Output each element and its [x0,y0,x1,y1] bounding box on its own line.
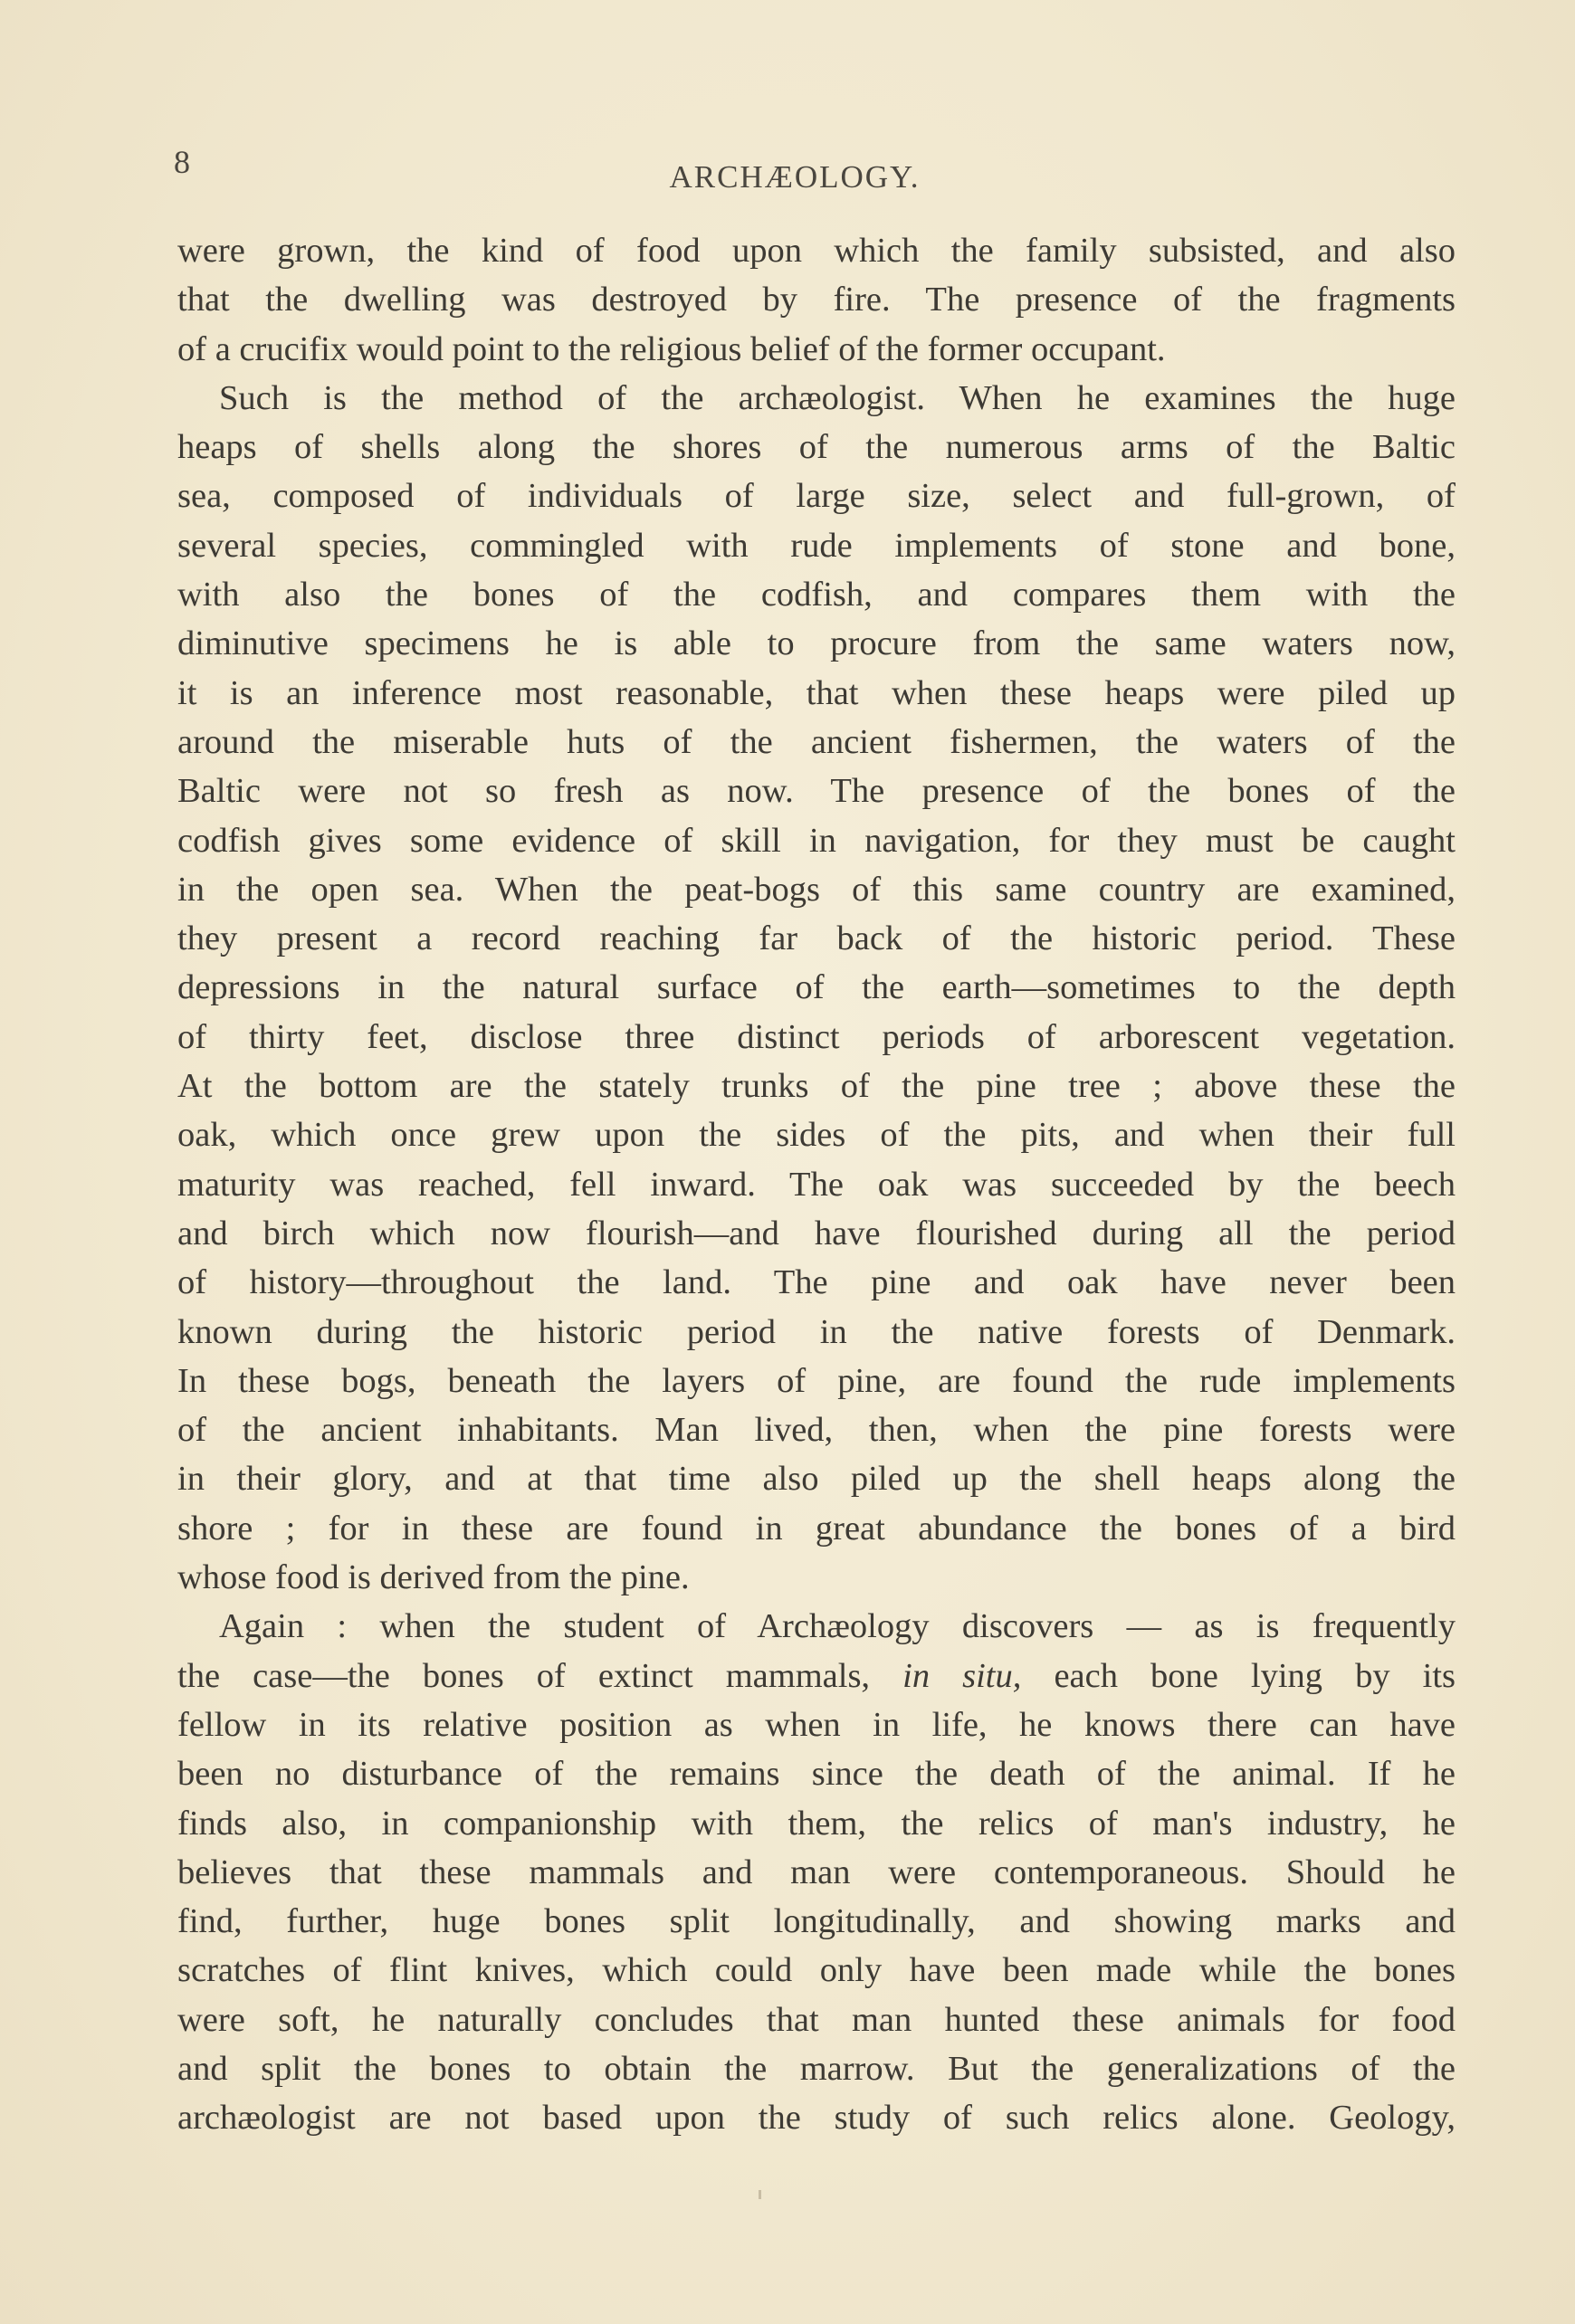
text-line: they present a record reaching far back of the historic period. These [177,919,1456,958]
text-line: that the dwelling was destroyed by fire. The presence of the fragments [177,281,1456,319]
text-line: and birch which now flourish—and have flourished during all the period [177,1214,1456,1252]
text-line: At the bottom are the stately trunks of the pine tree ; above these the [177,1067,1456,1106]
text-line-start: the case—the bones of extinct mammals, [177,1656,871,1695]
text-line: believes that these mammals and man were contemporaneous. Should he [177,1853,1456,1891]
text-line [177,1652,1456,1700]
text-line: whose food is derived from the pine. [177,1558,690,1597]
text-line: with also the bones of the codfish, and compares them with the [177,576,1456,614]
text-line-end: each bone lying by its [1054,1656,1456,1695]
text-line: Again : when the student of Archæology discovers — as is frequently [219,1607,1456,1646]
page-number: 8 [174,144,190,180]
text-line: of thirty feet, disclose three distinct periods of arborescent vegetation. [177,1017,1456,1056]
text-line: it is an inference most reasonable, that when these heaps were piled up [177,673,1456,712]
text-line: scratches of flint knives, which could only have been made while the bones [177,1951,1456,1990]
text-line: diminutive specimens he is able to procure from the same waters now, [177,624,1456,663]
text-line: Baltic were not so fresh as now. The presence of the bones of the [177,772,1456,811]
text-line: and split the bones to obtain the marrow. But the generalizations of the [177,2049,1456,2088]
text-line: been no disturbance of the remains since the death of the animal. If he [177,1755,1456,1794]
text-line: in the open sea. When the peat-bogs of this same country are examined, [177,870,1456,909]
text-line: were grown, the kind of food upon which the family subsisted, and also [177,232,1456,270]
text-line: several species, commingled with rude implements of stone and bone, [177,526,1456,565]
text-line: depressions in the natural surface of the earth—sometimes to the depth [177,968,1456,1007]
text-line: sea, composed of individuals of large size, select and full-grown, of [177,477,1456,516]
text-line: shore ; for in these are found in great abundance the bones of a bird [177,1509,1456,1548]
text-line: heaps of shells along the shores of the numerous arms of the Baltic [177,428,1456,467]
text-line: finds also, in companionship with them, the relics of man's industry, he [177,1804,1456,1843]
text-line: of the ancient inhabitants. Man lived, then, when the pine forests were [177,1411,1456,1450]
text-line: in their glory, and at that time also piled up the shell heaps along the [177,1460,1456,1499]
text-line: find, further, huge bones split longitudinally, and showing marks and [177,1902,1456,1941]
ink-mark [759,2190,761,2199]
text-line: oak, which once grew upon the sides of the pits, and when their full [177,1116,1456,1155]
body-text [177,226,1456,2143]
text-line: of history—throughout the land. The pine and oak have never been [177,1263,1456,1302]
text-line: codfish gives some evidence of skill in navigation, for they must be caught [177,821,1456,860]
text-line: known during the historic period in the native forests of Denmark. [177,1312,1456,1351]
italic-phrase: in situ, [902,1656,1022,1695]
text-line: were soft, he naturally concludes that man hunted these animals for food [177,2000,1456,2039]
text-line: of a crucifix would point to the religious belief of the former occupant. [177,329,1166,368]
text-line: Such is the method of the archæologist. When he examines the huge [219,378,1456,417]
running-head: ARCHÆOLOGY. [669,159,921,195]
text-line: maturity was reached, fell inward. The oak was succeeded by the beech [177,1165,1456,1204]
text-line: fellow in its relative position as when in life, he knows there can have [177,1705,1456,1744]
text-line: archæologist are not based upon the study of such relics alone. Geology, [177,2099,1456,2138]
text-line: around the miserable huts of the ancient fishermen, the waters of the [177,722,1456,761]
text-line: In these bogs, beneath the layers of pine, are found the rude implements [177,1361,1456,1400]
